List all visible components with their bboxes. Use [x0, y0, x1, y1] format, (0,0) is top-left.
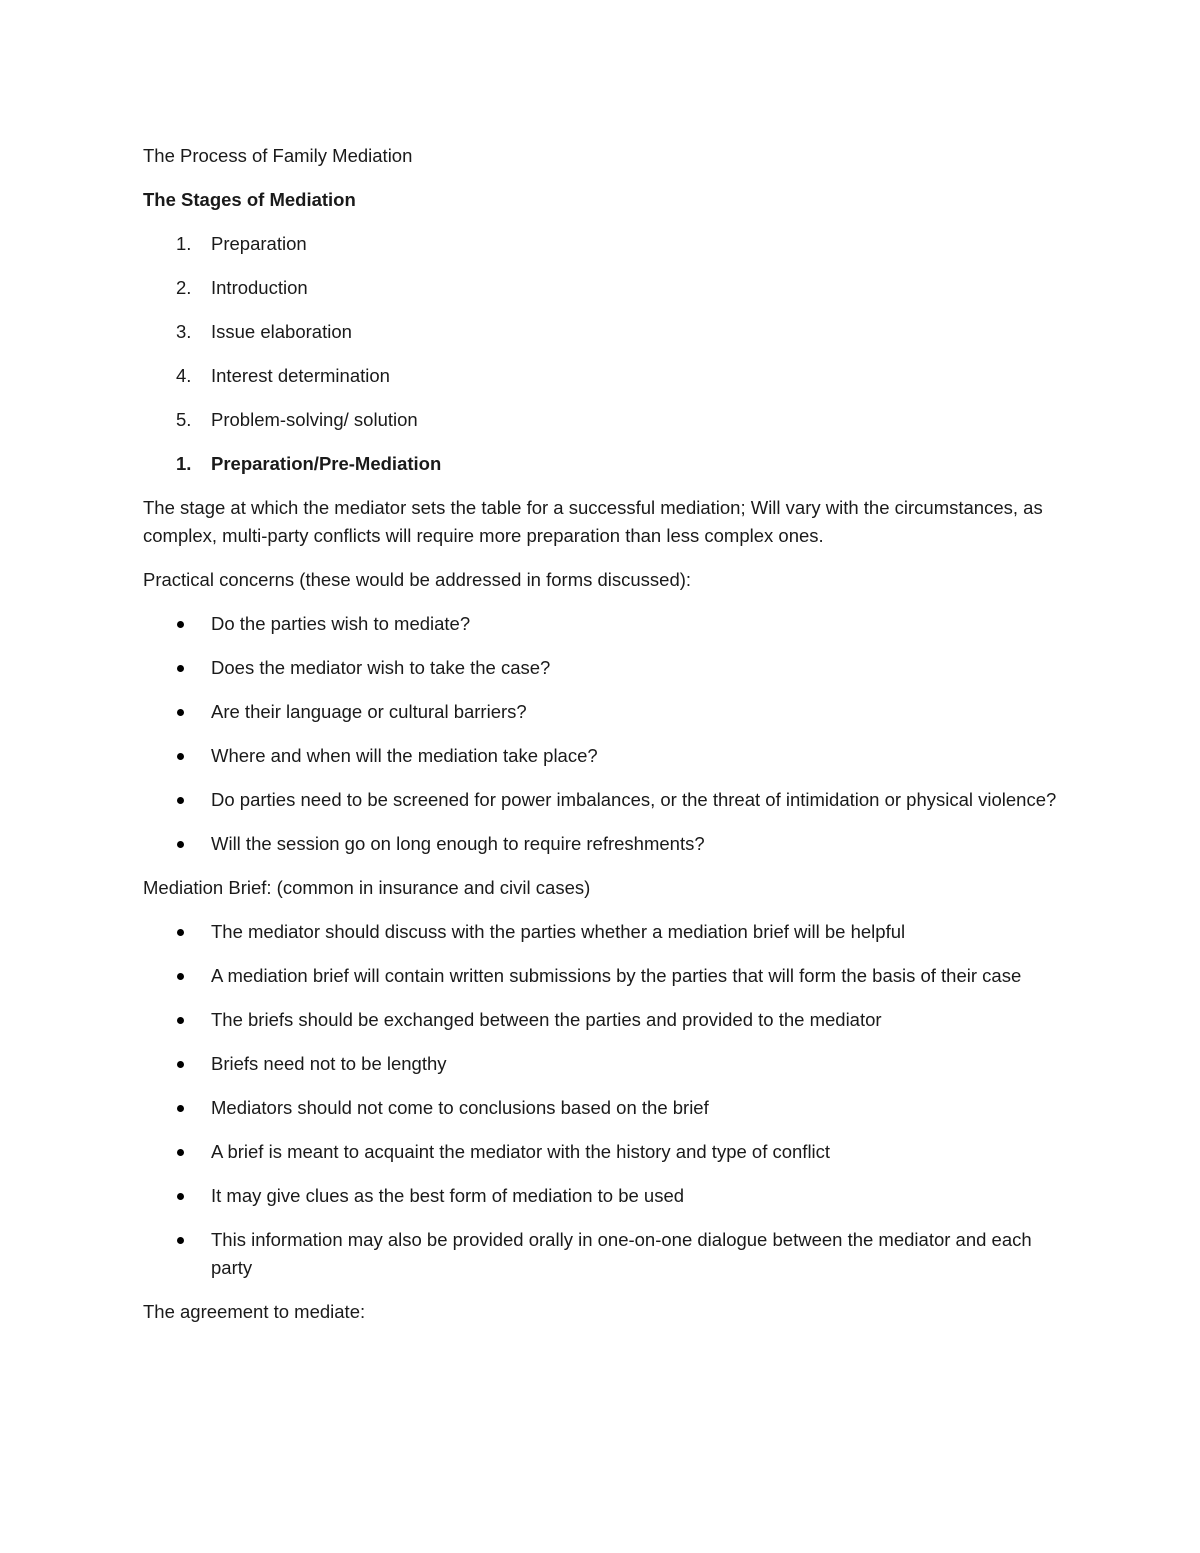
list-item	[143, 406, 1063, 434]
bullet-icon	[177, 841, 184, 848]
section-heading	[143, 450, 1063, 478]
bullet-icon	[177, 1149, 184, 1156]
list-item	[143, 918, 1063, 946]
list-item-text: It may give clues as the best form of mediation to be used	[211, 1185, 685, 1206]
list-item	[143, 1050, 1063, 1078]
stages-list	[143, 230, 1063, 434]
bullet-icon	[177, 1061, 184, 1068]
list-item	[143, 1226, 1063, 1282]
bullet-icon	[177, 665, 184, 672]
list-item	[143, 318, 1063, 346]
list-number: 5.	[176, 409, 192, 430]
practical-concerns-heading: Practical concerns (these would be addressed in forms discussed):	[143, 569, 692, 590]
list-number: 3.	[176, 321, 192, 342]
bullet-icon	[177, 929, 184, 936]
list-item-text: Briefs need not to be lengthy	[211, 1053, 447, 1074]
list-item	[143, 654, 1063, 682]
list-item	[143, 742, 1063, 770]
bullet-icon	[177, 1105, 184, 1112]
bullet-icon	[177, 973, 184, 980]
document-title: The Process of Family Mediation	[143, 145, 413, 166]
list-item-text: Does the mediator wish to take the case?	[211, 657, 551, 678]
list-item-text: The mediator should discuss with the parties whether a mediation brief will be helpful	[211, 921, 906, 942]
stages-heading: The Stages of Mediation	[143, 189, 356, 210]
list-item-text: Are their language or cultural barriers?	[211, 701, 527, 722]
list-item	[143, 698, 1063, 726]
practical-concerns-list	[143, 610, 1063, 858]
list-item	[143, 830, 1063, 858]
list-item-text: The briefs should be exchanged between the parties and provided to the mediator	[211, 1009, 882, 1030]
bullet-icon	[177, 621, 184, 628]
bullet-icon	[177, 1193, 184, 1200]
list-item	[143, 1094, 1063, 1122]
section-number: 1.	[176, 453, 192, 474]
list-item	[143, 1182, 1063, 1210]
list-item	[143, 1006, 1063, 1034]
bullet-icon	[177, 753, 184, 760]
mediation-brief-list	[143, 918, 1063, 1282]
document-body	[143, 142, 1063, 1342]
list-item-text: Interest determination	[211, 365, 390, 386]
bullet-icon	[177, 1017, 184, 1024]
list-item	[143, 362, 1063, 390]
list-item-text: Introduction	[211, 277, 308, 298]
list-item-text: Do the parties wish to mediate?	[211, 613, 471, 634]
list-item	[143, 786, 1063, 814]
list-item-text: Issue elaboration	[211, 321, 352, 342]
list-item	[143, 962, 1063, 990]
list-item	[143, 230, 1063, 258]
list-number: 4.	[176, 365, 192, 386]
list-item	[143, 1138, 1063, 1166]
list-item	[143, 274, 1063, 302]
list-item-text: This information may also be provided orally in one-on-one dialogue between the mediator and each party	[211, 1229, 1032, 1278]
list-item-text: A mediation brief will contain written submissions by the parties that will form the basis of their case	[211, 965, 1022, 986]
bullet-icon	[177, 797, 184, 804]
list-item-text: Do parties need to be screened for power imbalances, or the threat of intimidation or physical violence?	[211, 789, 1057, 810]
list-item-text: A brief is meant to acquaint the mediator with the history and type of conflict	[211, 1141, 831, 1162]
list-number: 2.	[176, 277, 192, 298]
list-item-text: Will the session go on long enough to require refreshments?	[211, 833, 705, 854]
section-heading-text: Preparation/Pre-Mediation	[211, 453, 442, 474]
list-number: 1.	[176, 233, 192, 254]
mediation-brief-heading: Mediation Brief: (common in insurance and civil cases)	[143, 877, 591, 898]
list-item	[143, 610, 1063, 638]
section-description: The stage at which the mediator sets the table for a successful mediation; Will vary with the circumstances, as complex, multi-party conflicts will require more preparation than less complex ones.	[143, 497, 1043, 546]
section-heading-list	[143, 450, 1063, 478]
list-item-text: Preparation	[211, 233, 307, 254]
bullet-icon	[177, 1237, 184, 1244]
list-item-text: Problem-solving/ solution	[211, 409, 418, 430]
agreement-heading: The agreement to mediate:	[143, 1301, 366, 1322]
list-item-text: Mediators should not come to conclusions based on the brief	[211, 1097, 709, 1118]
list-item-text: Where and when will the mediation take place?	[211, 745, 598, 766]
bullet-icon	[177, 709, 184, 716]
